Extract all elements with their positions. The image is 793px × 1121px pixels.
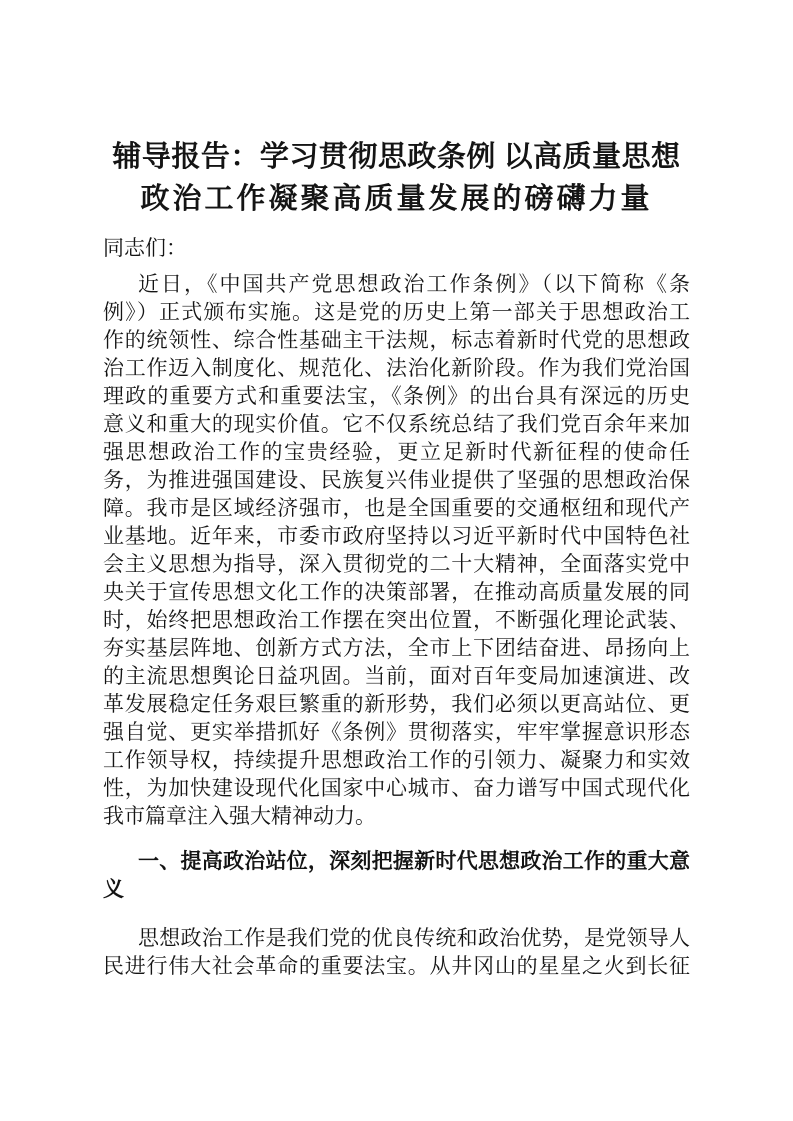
text-line: 革发展稳定任务艰巨繁重的新形势，我们必须以更高站位、更 xyxy=(103,692,690,716)
text-line: 的主流思想舆论日益巩固。当前，面对百年变局加速演进、改 xyxy=(103,664,690,688)
text-line: 务，为推进强国建设、民族复兴伟业提供了坚强的思想政治保 xyxy=(103,468,690,492)
text-line: 思想政治工作是我们党的优良传统和政治优势，是党领导人 xyxy=(138,926,690,950)
text-line: 例》）正式颁布实施。这是党的历史上第一部关于思想政治工 xyxy=(103,300,690,324)
text-line: 近日，《中国共产党思想政治工作条例》（以下简称《条 xyxy=(138,272,690,296)
document-title xyxy=(103,136,690,220)
text-line: 时，始终把思想政治工作摆在突出位置，不断强化理论武装、 xyxy=(103,608,690,632)
text-line: 作的统领性、综合性基础主干法规，标志着新时代党的思想政 xyxy=(103,328,690,352)
paragraph-intro xyxy=(103,270,690,830)
text-line: 性，为加快建设现代化国家中心城市、奋力谱写中国式现代化 xyxy=(103,776,690,800)
paragraph-section-1-body xyxy=(103,924,690,980)
text-line: 理政的重要方式和重要法宝，《条例》的出台具有深远的历史 xyxy=(103,384,690,408)
text-line: 工作领导权，持续提升思想政治工作的引领力、凝聚力和实效 xyxy=(103,748,690,772)
text-line: 意义和重大的现实价值。它不仅系统总结了我们党百余年来加 xyxy=(103,412,690,436)
document-title-line-1: 辅导报告：学习贯彻思政条例 以高质量思想 xyxy=(112,141,681,173)
text-line: 治工作迈入制度化、规范化、法治化新阶段。作为我们党治国 xyxy=(103,356,690,380)
text-line: 义 xyxy=(103,877,124,901)
text-line: 业基地。近年来，市委市政府坚持以习近平新时代中国特色社 xyxy=(103,524,690,548)
text-line: 夯实基层阵地、创新方式方法，全市上下团结奋进、昂扬向上 xyxy=(103,636,690,660)
text-line: 障。我市是区域经济强市，也是全国重要的交通枢纽和现代产 xyxy=(103,496,690,520)
text-line: 我市篇章注入强大精神动力。 xyxy=(103,804,376,828)
text-line: 强思想政治工作的宝贵经验，更立足新时代新征程的使命任 xyxy=(103,440,690,464)
text-line: 民进行伟大社会革命的重要法宝。从井冈山的星星之火到长征 xyxy=(103,954,690,978)
document-title-line-2: 政治工作凝聚高质量发展的磅礴力量 xyxy=(140,183,653,215)
text-line: 强自觉、更实举措抓好《条例》贯彻落实，牢牢掌握意识形态 xyxy=(103,720,690,744)
document-content xyxy=(103,0,690,980)
text-line: 会主义思想为指导，深入贯彻党的二十大精神，全面落实党中 xyxy=(103,552,690,576)
salutation: 同志们： xyxy=(103,236,187,260)
text-line: 一、提高政治站位，深刻把握新时代思想政治工作的重大意 xyxy=(138,849,690,873)
text-line: 央关于宣传思想文化工作的决策部署，在推动高质量发展的同 xyxy=(103,580,690,604)
section-heading-1 xyxy=(103,847,690,903)
